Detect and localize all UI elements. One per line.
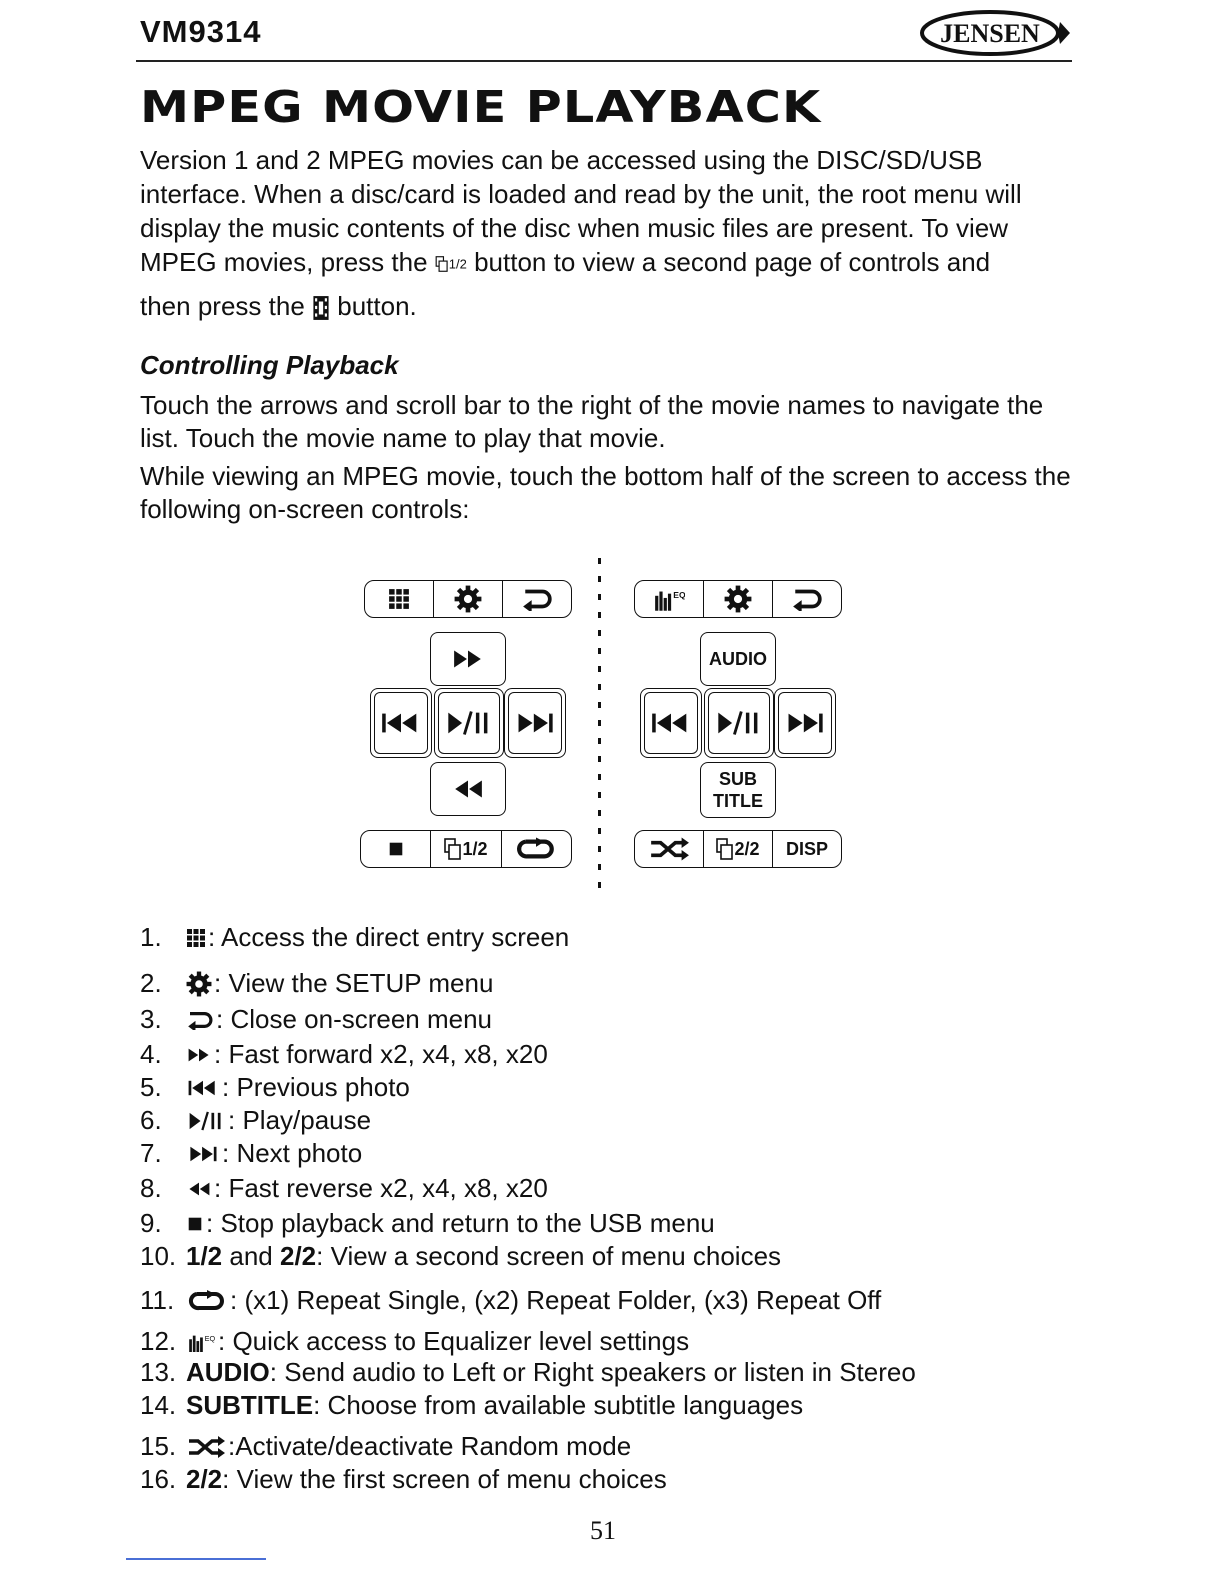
list-item bbox=[140, 968, 493, 999]
stop-button[interactable] bbox=[361, 831, 430, 867]
list-number: 5. bbox=[140, 1072, 162, 1102]
intro-line-4a: MPEG movies, press the bbox=[140, 247, 428, 277]
logo-text: JENSEN bbox=[940, 19, 1040, 48]
next-button[interactable] bbox=[504, 688, 566, 758]
play-pause-button[interactable] bbox=[434, 688, 504, 758]
list-item bbox=[140, 1208, 715, 1239]
direct-entry-button[interactable] bbox=[365, 581, 433, 617]
stop-icon bbox=[387, 840, 405, 858]
film-icon bbox=[312, 295, 330, 321]
intro-line-5 bbox=[140, 290, 1080, 324]
paragraph-navigation: Touch the arrows and scroll bar to the right of the movie names to navigate the list. Touch the movie name to play that movie. bbox=[140, 390, 1044, 453]
fast-forward-icon bbox=[452, 648, 484, 670]
intro-line-4 bbox=[140, 246, 1080, 290]
list-text: : Play/pause bbox=[228, 1105, 372, 1135]
page-1-2-button[interactable] bbox=[430, 831, 500, 867]
intro-line-5a: then press the bbox=[140, 291, 305, 321]
subtitle-line-2: TITLE bbox=[713, 791, 763, 811]
list-mid: and bbox=[222, 1241, 280, 1271]
list-number: 11. bbox=[140, 1285, 175, 1315]
list-text: : Close on-screen menu bbox=[216, 1004, 493, 1034]
paragraph-controls: While viewing an MPEG movie, touch the bottom half of the screen to access the following on-screen controls: bbox=[140, 461, 1071, 524]
list-item bbox=[140, 1326, 689, 1357]
equalizer-icon bbox=[186, 1332, 216, 1352]
fast-reverse-button[interactable] bbox=[430, 762, 506, 816]
grid-icon bbox=[186, 928, 206, 948]
intro-paragraph bbox=[140, 144, 1080, 324]
list-item bbox=[140, 1357, 916, 1388]
list-text: : Access the direct entry screen bbox=[208, 922, 570, 952]
repeat-button[interactable] bbox=[501, 831, 571, 867]
next-icon bbox=[186, 1145, 220, 1163]
setup-button[interactable] bbox=[433, 581, 502, 617]
list-number: 2. bbox=[140, 968, 162, 998]
list-item bbox=[140, 1072, 410, 1103]
list-item bbox=[140, 1390, 803, 1421]
intro-line-4b: button to view a second page of controls and bbox=[474, 247, 991, 277]
list-item bbox=[140, 1105, 371, 1136]
fast-forward-button[interactable] bbox=[430, 632, 506, 686]
list-number: 10. bbox=[140, 1241, 177, 1271]
list-item bbox=[140, 1173, 548, 1204]
repeat-icon bbox=[515, 837, 557, 861]
list-item bbox=[140, 922, 569, 953]
fast-forward-icon bbox=[186, 1047, 212, 1063]
intro-line-5b: button. bbox=[337, 291, 417, 321]
list-text: : View a second screen of menu choices bbox=[316, 1241, 782, 1271]
list-item bbox=[140, 1138, 362, 1169]
list-item bbox=[140, 1241, 781, 1272]
subtitle-button[interactable] bbox=[700, 762, 776, 818]
panel-divider bbox=[598, 558, 601, 888]
page-label: 2/2 bbox=[734, 838, 760, 859]
list-bold: 1/2 bbox=[186, 1241, 223, 1271]
header-rule bbox=[136, 60, 1072, 62]
subtitle-line-1: SUB bbox=[718, 769, 757, 789]
list-number: 8. bbox=[140, 1173, 162, 1203]
intro-line-1: Version 1 and 2 MPEG movies can be accessed using the DISC/SD/USB bbox=[140, 145, 983, 175]
next-icon bbox=[785, 711, 825, 735]
previous-icon bbox=[381, 711, 421, 735]
fast-reverse-icon bbox=[186, 1181, 212, 1197]
footer-line bbox=[126, 1558, 266, 1560]
gear-icon bbox=[186, 971, 212, 997]
list-number: 16. bbox=[140, 1464, 177, 1494]
list-item bbox=[140, 1039, 548, 1070]
list-number: 7. bbox=[140, 1138, 162, 1168]
repeat-icon bbox=[186, 1290, 228, 1312]
list-bold-2: 2/2 bbox=[279, 1241, 317, 1271]
previous-button[interactable] bbox=[640, 688, 702, 758]
left-top-bar bbox=[364, 580, 572, 618]
disp-button[interactable]: DISP bbox=[772, 831, 841, 867]
list-text: : (x1) Repeat Single, (x2) Repeat Folder, (x3) Repeat Off bbox=[230, 1285, 882, 1315]
return-icon bbox=[186, 1010, 214, 1030]
return-icon bbox=[521, 587, 553, 611]
list-bold: 2/2 bbox=[186, 1464, 223, 1494]
intro-line-2: interface. When a disc/card is loaded and read by the unit, the root menu will bbox=[140, 179, 1022, 209]
gear-icon bbox=[454, 585, 482, 613]
play-pause-icon bbox=[186, 1111, 226, 1131]
setup-button[interactable] bbox=[703, 581, 772, 617]
list-number: 1. bbox=[140, 922, 162, 952]
list-text: : Quick access to Equalizer level settings bbox=[218, 1326, 690, 1356]
gear-icon bbox=[724, 585, 752, 613]
play-pause-icon bbox=[446, 710, 492, 736]
list-number: 4. bbox=[140, 1039, 162, 1069]
random-icon bbox=[648, 837, 690, 861]
list-text: : View the SETUP menu bbox=[214, 968, 494, 998]
play-pause-button[interactable] bbox=[704, 688, 774, 758]
page-number: 51 bbox=[590, 1516, 616, 1545]
page-icon-label: 1/2 bbox=[448, 256, 467, 272]
subheading: Controlling Playback bbox=[140, 350, 399, 380]
list-number: 6. bbox=[140, 1105, 162, 1135]
random-button[interactable] bbox=[635, 831, 703, 867]
page-2-2-button[interactable] bbox=[703, 831, 772, 867]
left-bottom-bar bbox=[360, 830, 572, 868]
list-text: :Activate/deactivate Random mode bbox=[228, 1431, 632, 1461]
list-text: : View the first screen of menu choices bbox=[222, 1464, 667, 1494]
page-label: 1/2 bbox=[462, 838, 488, 859]
random-icon bbox=[186, 1436, 226, 1458]
page-icon bbox=[716, 838, 734, 860]
list-number: 13. bbox=[140, 1357, 177, 1387]
right-top-bar bbox=[634, 580, 842, 618]
list-item bbox=[140, 1464, 667, 1495]
list-number: 9. bbox=[140, 1208, 162, 1238]
page-title: MPEG MOVIE PLAYBACK bbox=[140, 82, 822, 133]
next-button[interactable] bbox=[774, 688, 836, 758]
list-text: : Fast forward x2, x4, x8, x20 bbox=[214, 1039, 548, 1069]
jensen-logo bbox=[918, 8, 1072, 58]
list-number: 3. bbox=[140, 1004, 162, 1034]
list-text: : Previous photo bbox=[222, 1072, 410, 1102]
equalizer-button[interactable] bbox=[635, 581, 703, 617]
play-pause-icon bbox=[716, 710, 762, 736]
list-item bbox=[140, 1285, 881, 1316]
page-icon bbox=[444, 838, 462, 860]
list-text: : Fast reverse x2, x4, x8, x20 bbox=[214, 1173, 548, 1203]
fast-reverse-icon bbox=[452, 778, 484, 800]
close-menu-button[interactable] bbox=[772, 581, 841, 617]
previous-icon bbox=[186, 1079, 220, 1097]
list-number: 15. bbox=[140, 1431, 177, 1461]
list-text: : Next photo bbox=[222, 1138, 363, 1168]
list-text: : Stop playback and return to the USB menu bbox=[206, 1208, 715, 1238]
previous-button[interactable] bbox=[370, 688, 432, 758]
list-item bbox=[140, 1004, 492, 1035]
page-icon bbox=[435, 256, 449, 272]
list-item bbox=[140, 1431, 631, 1462]
model-name: VM9314 bbox=[140, 14, 262, 49]
grid-icon bbox=[388, 588, 410, 610]
list-bold: SUBTITLE bbox=[186, 1390, 314, 1420]
list-text: : Choose from available subtitle languages bbox=[313, 1390, 804, 1420]
close-menu-button[interactable] bbox=[502, 581, 571, 617]
list-number: 14. bbox=[140, 1390, 177, 1420]
list-number: 12. bbox=[140, 1326, 177, 1356]
list-bold: AUDIO bbox=[186, 1357, 270, 1387]
previous-icon bbox=[651, 711, 691, 735]
next-icon bbox=[515, 711, 555, 735]
equalizer-icon bbox=[653, 587, 685, 611]
list-text: : Send audio to Left or Right speakers or listen in Stereo bbox=[269, 1357, 916, 1387]
return-icon bbox=[791, 587, 823, 611]
right-bottom-bar bbox=[634, 830, 842, 868]
stop-icon bbox=[186, 1215, 204, 1233]
intro-line-3: display the music contents of the disc when music files are present. To view bbox=[140, 213, 1009, 243]
audio-button[interactable]: AUDIO bbox=[700, 632, 776, 686]
